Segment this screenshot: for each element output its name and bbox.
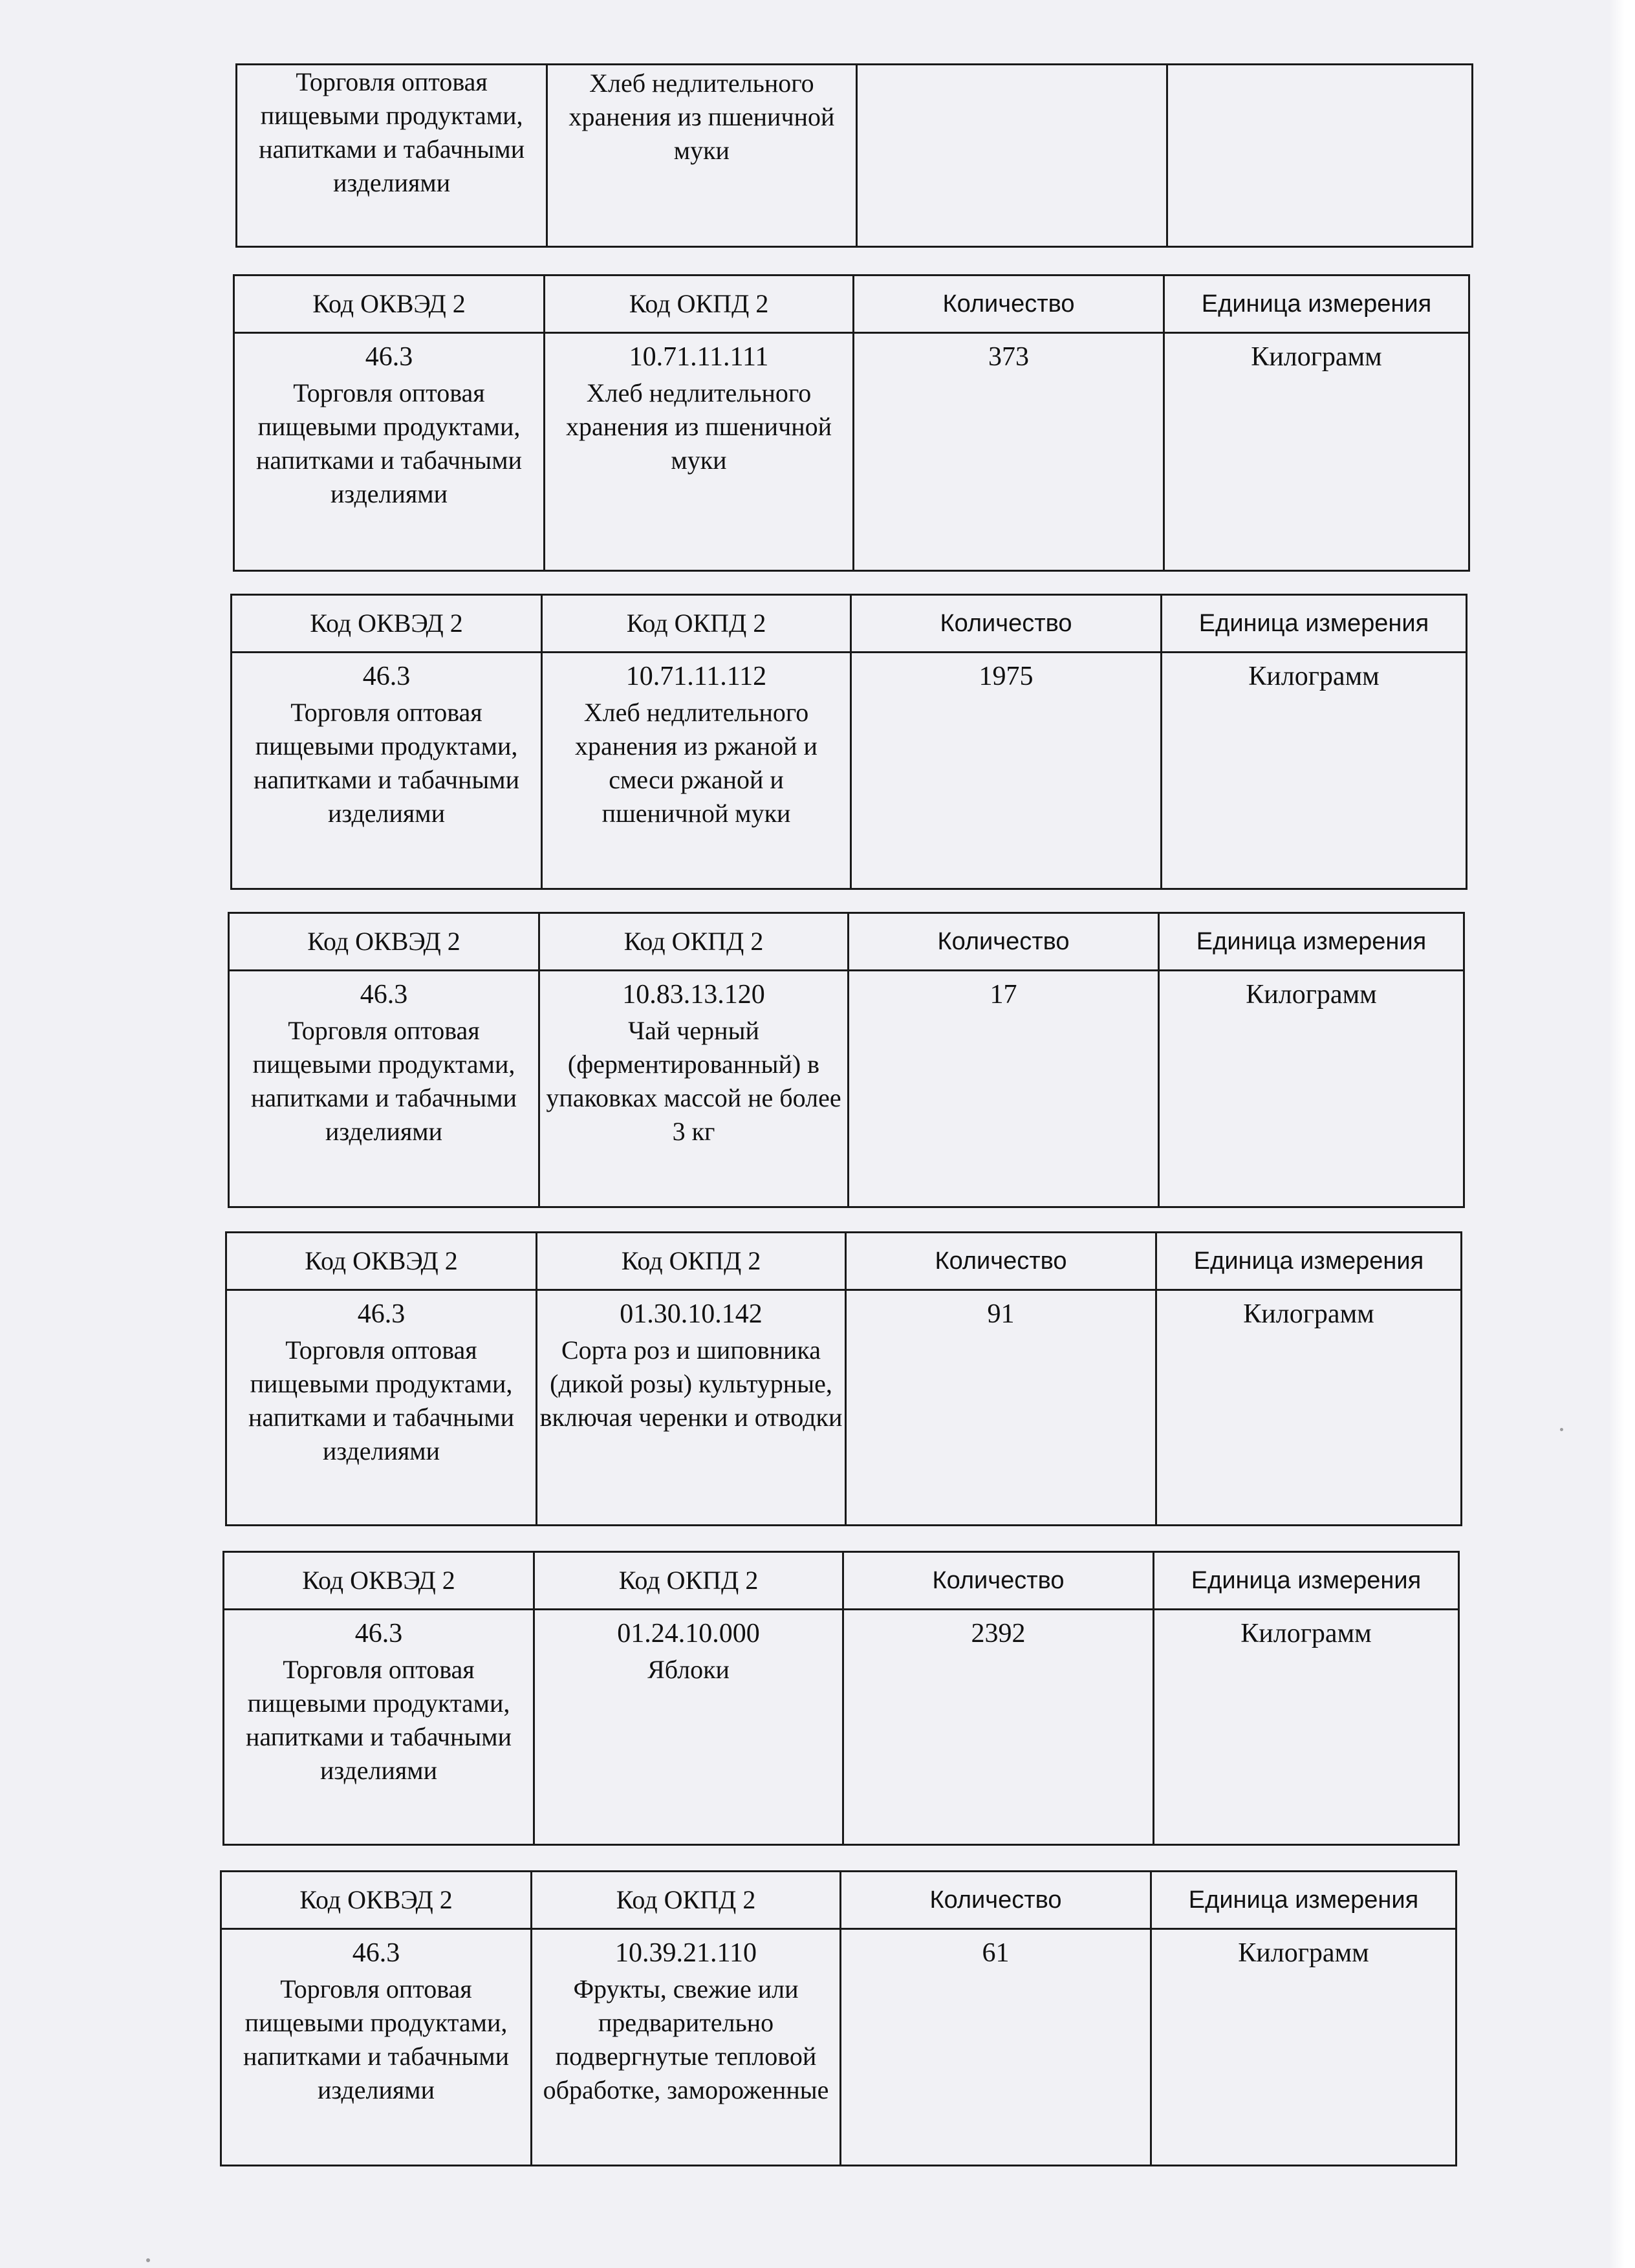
unit-cell — [1164, 333, 1469, 571]
okpd-code: 01.24.10.000 — [617, 1619, 760, 1648]
header-unit: Единица измерения — [1164, 275, 1469, 333]
unit-value: Килограмм — [1243, 1299, 1374, 1329]
header-okved: Код ОКВЭД 2 — [229, 913, 539, 971]
quantity-cell — [854, 333, 1164, 571]
okpd-code: 01.30.10.142 — [620, 1299, 763, 1329]
okved-cell — [221, 1929, 532, 2166]
okpd-cell — [542, 653, 851, 889]
okpd-cell — [532, 1929, 841, 2166]
header-okved: Код ОКВЭД 2 — [224, 1552, 534, 1610]
header-unit: Единица измерения — [1162, 595, 1467, 653]
unit-value: Килограмм — [1248, 662, 1380, 691]
unit-value: Килограмм — [1238, 1938, 1369, 1968]
unit-cell — [1162, 653, 1467, 889]
okved-description: Торговля оптовая пищевыми продуктами, напитками и табачными изделиями — [259, 67, 525, 197]
quantity-value: 1975 — [979, 662, 1034, 691]
table-header-row — [224, 1552, 1459, 1610]
okved-cell — [226, 1290, 537, 1526]
header-quantity: Количество — [854, 275, 1164, 333]
table-row — [237, 65, 1473, 247]
okpd-cell — [545, 333, 854, 571]
okved-description: Торговля оптовая пищевыми продуктами, напитками и табачными изделиями — [256, 378, 522, 508]
okved-cell — [237, 65, 547, 247]
okved-table — [225, 1231, 1462, 1526]
header-unit: Единица измерения — [1159, 913, 1464, 971]
header-quantity: Количество — [849, 913, 1159, 971]
header-okved: Код ОКВЭД 2 — [232, 595, 542, 653]
unit-cell — [1159, 971, 1464, 1207]
okpd-code: 10.71.11.112 — [625, 662, 767, 691]
header-okpd: Код ОКПД 2 — [542, 595, 851, 653]
okved-table — [220, 1870, 1457, 2166]
header-okpd: Код ОКПД 2 — [534, 1552, 843, 1610]
unit-cell — [1151, 1929, 1456, 2166]
quantity-cell — [841, 1929, 1151, 2166]
okved-code: 46.3 — [360, 980, 408, 1010]
table-row — [221, 1929, 1456, 2166]
okved-description: Торговля оптовая пищевыми продуктами, напитками и табачными изделиями — [251, 1016, 517, 1146]
header-okpd: Код ОКПД 2 — [539, 913, 849, 971]
okved-code: 46.3 — [357, 1299, 406, 1329]
table-row — [226, 1290, 1462, 1526]
unit-cell — [1156, 1290, 1462, 1526]
table-header-row — [226, 1233, 1462, 1290]
table-row — [232, 653, 1467, 889]
unit-value: Килограмм — [1240, 1619, 1372, 1648]
okved-description: Торговля оптовая пищевыми продуктами, напитками и табачными изделиями — [254, 698, 519, 828]
okved-cell — [234, 333, 545, 571]
okpd-description: Яблоки — [647, 1655, 730, 1684]
header-unit: Единица измерения — [1151, 1872, 1456, 1929]
okpd-cell — [537, 1290, 846, 1526]
okpd-code: 10.71.11.111 — [629, 342, 769, 372]
header-unit: Единица измерения — [1156, 1233, 1462, 1290]
quantity-cell — [849, 971, 1159, 1207]
okpd-code: 10.83.13.120 — [622, 980, 765, 1010]
okpd-description: Фрукты, свежие или предварительно подвергнутые тепловой обработке, замороженные — [543, 1974, 829, 2104]
header-quantity: Количество — [841, 1872, 1151, 1929]
scan-speck — [1560, 1428, 1563, 1431]
okved-code: 46.3 — [354, 1619, 403, 1648]
quantity-cell — [843, 1610, 1154, 1845]
header-okved: Код ОКВЭД 2 — [221, 1872, 532, 1929]
okpd-description: Сорта роз и шиповника (дикой розы) культурные, включая черенки и отводки — [539, 1335, 843, 1432]
okved-code: 46.3 — [365, 342, 413, 372]
table-row — [224, 1610, 1459, 1845]
header-okpd: Код ОКПД 2 — [532, 1872, 841, 1929]
table-row — [234, 333, 1469, 571]
table-header-row — [221, 1872, 1456, 1929]
unit-value: Килограмм — [1251, 342, 1382, 372]
okpd-cell — [547, 65, 856, 247]
okpd-description: Хлеб недлительного хранения из пшеничной муки — [568, 69, 835, 165]
okved-table — [233, 274, 1470, 572]
header-quantity: Количество — [843, 1552, 1154, 1610]
okved-table — [228, 912, 1465, 1208]
okved-description: Торговля оптовая пищевыми продуктами, напитками и табачными изделиями — [248, 1335, 514, 1465]
quantity-value: 17 — [990, 980, 1017, 1010]
table-row — [229, 971, 1464, 1207]
okved-cell — [229, 971, 539, 1207]
okved-description: Торговля оптовая пищевыми продуктами, напитками и табачными изделиями — [243, 1974, 509, 2104]
okved-table-fragment — [235, 63, 1473, 248]
quantity-cell — [851, 653, 1162, 889]
header-unit: Единица измерения — [1154, 1552, 1459, 1610]
unit-cell — [1154, 1610, 1459, 1845]
scan-speck — [146, 2258, 150, 2262]
header-okved: Код ОКВЭД 2 — [234, 275, 545, 333]
header-okpd: Код ОКПД 2 — [537, 1233, 846, 1290]
scan-page-edge — [1609, 0, 1635, 2268]
quantity-value: 61 — [982, 1938, 1010, 1968]
table-header-row — [234, 275, 1469, 333]
okved-cell — [224, 1610, 534, 1845]
unit-cell — [1167, 65, 1472, 247]
header-okved: Код ОКВЭД 2 — [226, 1233, 537, 1290]
okved-code: 46.3 — [352, 1938, 400, 1968]
quantity-cell — [856, 65, 1167, 247]
okved-table — [230, 594, 1467, 890]
table-header-row — [229, 913, 1464, 971]
okved-table — [222, 1551, 1460, 1846]
header-okpd: Код ОКПД 2 — [545, 275, 854, 333]
okved-cell — [232, 653, 542, 889]
okpd-cell — [534, 1610, 843, 1845]
quantity-value: 91 — [987, 1299, 1015, 1329]
okpd-description: Чай черный (ферментированный) в упаковках массой не более 3 кг — [546, 1016, 841, 1146]
quantity-value: 373 — [988, 342, 1029, 372]
okved-code: 46.3 — [362, 662, 411, 691]
quantity-cell — [846, 1290, 1156, 1526]
quantity-value: 2392 — [971, 1619, 1026, 1648]
header-quantity: Количество — [851, 595, 1162, 653]
okpd-description: Хлеб недлительного хранения из ржаной и смеси ржаной и пшеничной муки — [575, 698, 817, 828]
unit-value: Килограмм — [1246, 980, 1377, 1010]
table-header-row — [232, 595, 1467, 653]
okpd-cell — [539, 971, 849, 1207]
okpd-code: 10.39.21.110 — [615, 1938, 757, 1968]
okved-description: Торговля оптовая пищевыми продуктами, напитками и табачными изделиями — [246, 1655, 512, 1785]
header-quantity: Количество — [846, 1233, 1156, 1290]
okpd-description: Хлеб недлительного хранения из пшеничной муки — [565, 378, 832, 475]
